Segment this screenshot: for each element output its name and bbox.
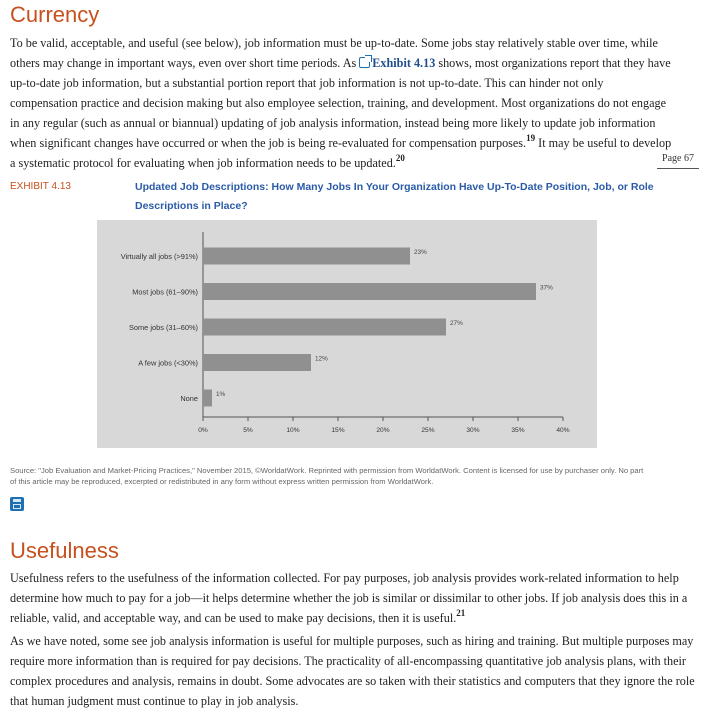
bar bbox=[203, 283, 536, 300]
x-tick-label: 25% bbox=[421, 427, 435, 434]
section-heading-usefulness: Usefulness bbox=[10, 538, 119, 563]
category-label: A few jobs (<30%) bbox=[138, 358, 198, 368]
exhibit-label: EXHIBIT 4.13 bbox=[10, 181, 71, 192]
currency-paragraph bbox=[10, 33, 674, 173]
bar bbox=[203, 354, 311, 371]
category-label: None bbox=[180, 394, 198, 403]
usefulness-paragraph-2: As we have noted, some see job analysis information is useful for multiple purposes, such as hiring and training. But multiple purposes may require more information than is required for pay decisions. The practicality of all-encompassing quantitative job analysis plans, with their complex procedures and analysis, remains in doubt. Some advocates are so taken with their statistics and computers that they ignore the role that human judgment must continue to play in job analysis. bbox=[10, 634, 695, 708]
data-label: 37% bbox=[540, 284, 553, 292]
bar bbox=[203, 319, 446, 336]
data-label: 23% bbox=[414, 249, 427, 256]
bar-chart-svg bbox=[10, 218, 698, 450]
x-tick-label: 30% bbox=[466, 427, 480, 434]
page-marker: Page 67 bbox=[657, 151, 699, 169]
section-heading-currency: Currency bbox=[10, 2, 100, 27]
x-tick-label: 10% bbox=[286, 427, 300, 434]
data-label: 27% bbox=[450, 320, 463, 327]
x-tick-label: 0% bbox=[198, 427, 208, 434]
currency-text-a: To be valid, acceptable, and useful (see below), job information must be up-to-date. Some jobs stay relatively stable over time, while others may change in important ways, even over short time periods. As bbox=[10, 36, 658, 70]
x-tick-label: 15% bbox=[331, 427, 345, 434]
bar bbox=[203, 390, 212, 407]
usefulness-paragraph-1 bbox=[10, 568, 706, 628]
exhibit-title: Updated Job Descriptions: How Many Jobs In Your Organization Have Up-To-Date Position, Job, or Role Descriptions in Place? bbox=[135, 181, 654, 212]
currency-text-c: It may be useful to develop a systematic protocol for evaluating when job information needs to be updated. bbox=[10, 136, 672, 170]
data-label: 12% bbox=[315, 355, 328, 363]
category-label: Virtually all jobs (>91%) bbox=[120, 252, 198, 261]
category-label: Most jobs (61–90%) bbox=[132, 287, 198, 297]
x-tick-label: 5% bbox=[243, 427, 253, 434]
bar bbox=[203, 248, 410, 265]
x-tick-label: 40% bbox=[556, 427, 570, 434]
save-icon[interactable] bbox=[10, 497, 24, 511]
footnote-20[interactable]: 20 bbox=[395, 152, 405, 163]
x-tick-label: 35% bbox=[511, 427, 525, 434]
exhibit-link-label: Exhibit 4.13 bbox=[372, 56, 436, 70]
category-label: Some jobs (31–60%) bbox=[128, 323, 198, 332]
currency-text-b: shows, most organizations report that they have up-to-date job information, but a substantial portion report that job information is not up-to-date. This can hinder not only compensation practice and decision making but also employee selection, training, and development. Most organizations do not engage in any regular (such as annual or biannual) updating of job analysis information, instead being more likely to update job information when significant changes have occurred or when the job is being re-evaluated for compensation purposes. bbox=[10, 56, 671, 150]
footnote-19[interactable]: 19 bbox=[526, 132, 536, 143]
exhibit-link[interactable] bbox=[359, 56, 435, 70]
exhibit-source: Source: "Job Evaluation and Market-Pricing Practices," November 2015, ©WorldatWork. Reprinted with permission from WorldatWork. Content is licensed for use by purchaser only. No part of this article may be reproduced, excerpted or redistributed in any form without express written permission from WorldatWork. bbox=[10, 466, 644, 486]
footnote-21[interactable]: 21 bbox=[456, 607, 466, 618]
exhibit-chart bbox=[10, 218, 698, 450]
x-tick-label: 20% bbox=[376, 427, 390, 434]
external-link-icon bbox=[359, 57, 370, 68]
data-label: 1% bbox=[216, 391, 226, 398]
usefulness-text-a: Usefulness refers to the usefulness of the information collected. For pay purposes, job analysis provides work-related information to help determine how much to pay for a job—it helps determine whether the job is similar or dissimilar to other jobs. If job analysis does this in a reliable, valid, and acceptable way, and can be used to make pay decisions, then it is useful. bbox=[10, 571, 688, 625]
